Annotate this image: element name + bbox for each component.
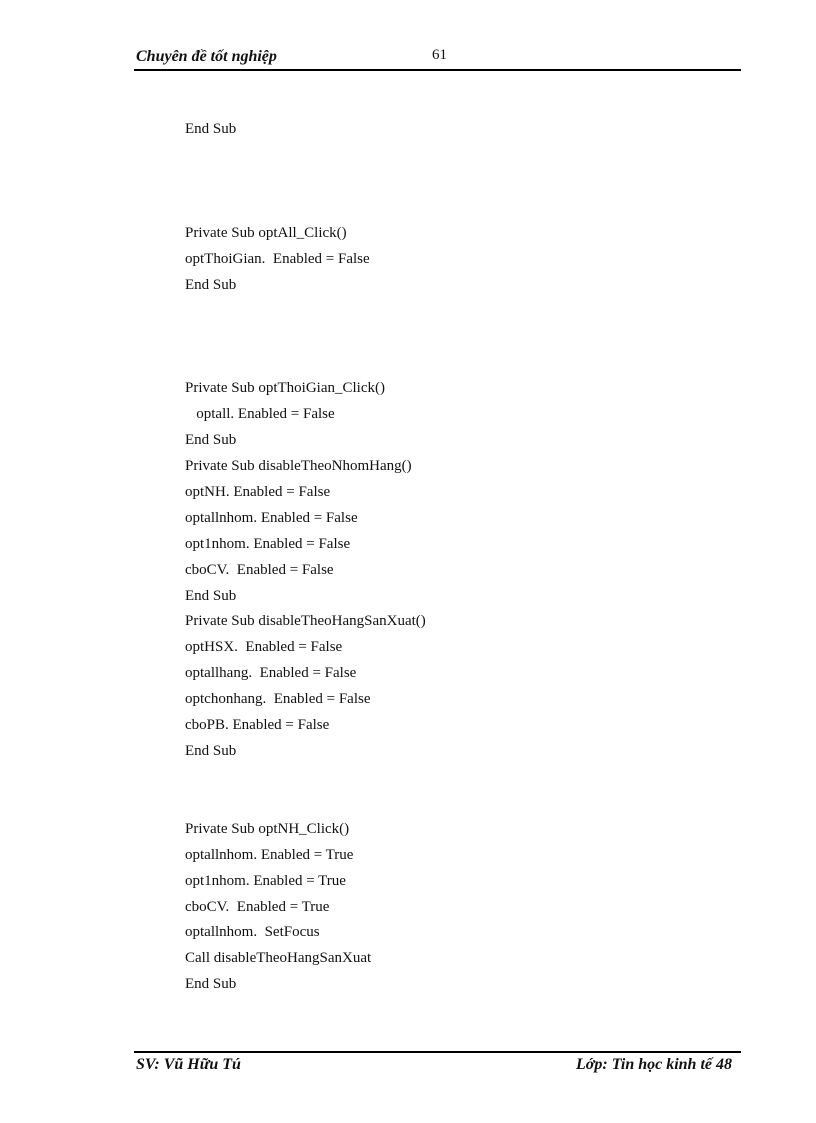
code-line: optThoiGian. Enabled = False (185, 251, 370, 267)
footer-divider (134, 1051, 741, 1053)
code-line: opt1nhom. Enabled = True (185, 873, 346, 889)
code-line: End Sub (185, 976, 237, 992)
code-line: End Sub (185, 121, 237, 137)
code-line: End Sub (185, 277, 237, 293)
code-line: optHSX. Enabled = False (185, 639, 343, 655)
code-line: optallnhom. Enabled = True (185, 847, 354, 863)
header-divider (134, 69, 741, 71)
document-title: Chuyên đề tốt nghiệp (136, 48, 277, 65)
code-line: Private Sub disableTheoNhomHang() (185, 458, 412, 474)
code-line: cboPB. Enabled = False (185, 717, 330, 733)
code-line: Private Sub optNH_Click() (185, 821, 350, 837)
code-line: cboCV. Enabled = True (185, 899, 330, 915)
code-line: optallnhom. Enabled = False (185, 510, 358, 526)
page-number: 61 (432, 47, 447, 63)
code-line: optall. Enabled = False (185, 406, 335, 422)
code-line: End Sub (185, 432, 237, 448)
code-line: Private Sub disableTheoHangSanXuat() (185, 613, 426, 629)
student-name: SV: Vũ Hữu Tú (136, 1056, 241, 1073)
code-line: optallnhom. SetFocus (185, 924, 320, 940)
code-line: optNH. Enabled = False (185, 484, 331, 500)
class-label: Lớp: Tin học kinh tế 48 (576, 1056, 732, 1073)
code-line: cboCV. Enabled = False (185, 562, 334, 578)
code-line: Private Sub optThoiGian_Click() (185, 380, 385, 396)
code-line: End Sub (185, 743, 237, 759)
code-line: Call disableTheoHangSanXuat (185, 950, 372, 966)
code-line: optallhang. Enabled = False (185, 665, 357, 681)
code-line: End Sub (185, 588, 237, 604)
code-line: opt1nhom. Enabled = False (185, 536, 351, 552)
code-line: Private Sub optAll_Click() (185, 225, 347, 241)
code-line: optchonhang. Enabled = False (185, 691, 371, 707)
